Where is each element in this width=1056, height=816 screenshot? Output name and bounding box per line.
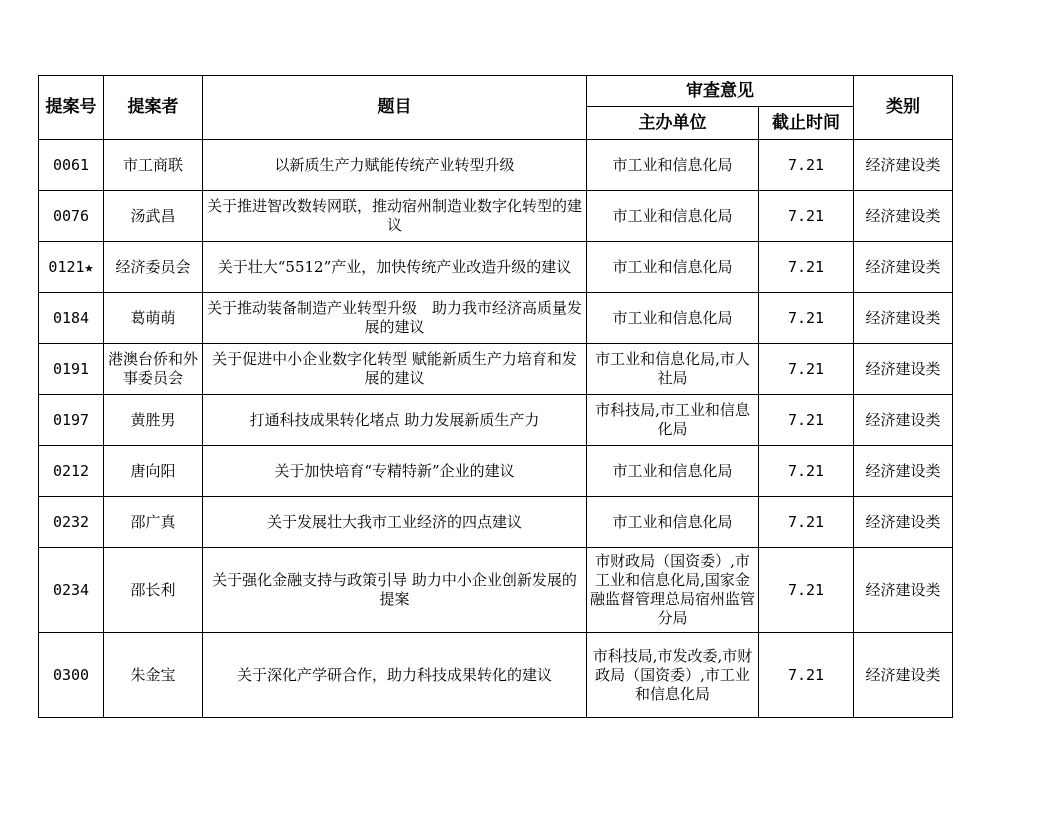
row-unit: 市工业和信息化局 xyxy=(587,293,759,344)
row-proposer: 经济委员会 xyxy=(104,242,203,293)
row-deadline: 7.21 xyxy=(759,242,854,293)
row-proposer: 邵广真 xyxy=(104,497,203,548)
row-unit: 市工业和信息化局 xyxy=(587,140,759,191)
table-row xyxy=(39,191,953,242)
row-id: 0232 xyxy=(39,497,104,548)
row-deadline: 7.21 xyxy=(759,395,854,446)
row-unit: 市财政局（国资委）,市工业和信息化局,国家金融监督管理总局宿州监管分局 xyxy=(587,548,759,633)
row-id: 0234 xyxy=(39,548,104,633)
row-deadline: 7.21 xyxy=(759,191,854,242)
table-row xyxy=(39,548,953,633)
row-deadline: 7.21 xyxy=(759,293,854,344)
row-proposer: 朱金宝 xyxy=(104,633,203,718)
row-unit: 市工业和信息化局,市人社局 xyxy=(587,344,759,395)
row-category: 经济建设类 xyxy=(854,140,953,191)
table-row xyxy=(39,633,953,718)
row-id: 0076 xyxy=(39,191,104,242)
table-row xyxy=(39,395,953,446)
row-deadline: 7.21 xyxy=(759,548,854,633)
row-deadline: 7.21 xyxy=(759,140,854,191)
table-row xyxy=(39,140,953,191)
row-title: 关于加快培育“专精特新”企业的建议 xyxy=(203,446,587,497)
row-id: 0184 xyxy=(39,293,104,344)
row-title: 关于推进智改数转网联，推动宿州制造业数字化转型的建议 xyxy=(203,191,587,242)
row-unit: 市工业和信息化局 xyxy=(587,242,759,293)
table-row xyxy=(39,293,953,344)
row-id: 0212 xyxy=(39,446,104,497)
row-id: 0191 xyxy=(39,344,104,395)
row-id: 0121★ xyxy=(39,242,104,293)
row-proposer: 港澳台侨和外事委员会 xyxy=(104,344,203,395)
row-category: 经济建设类 xyxy=(854,395,953,446)
row-proposer: 汤武昌 xyxy=(104,191,203,242)
row-title: 关于促进中小企业数字化转型 赋能新质生产力培育和发展的建议 xyxy=(203,344,587,395)
row-proposer: 黄胜男 xyxy=(104,395,203,446)
row-category: 经济建设类 xyxy=(854,633,953,718)
row-proposer: 葛萌萌 xyxy=(104,293,203,344)
row-category: 经济建设类 xyxy=(854,548,953,633)
row-proposer: 唐向阳 xyxy=(104,446,203,497)
row-title: 以新质生产力赋能传统产业转型升级 xyxy=(203,140,587,191)
row-category: 经济建设类 xyxy=(854,242,953,293)
row-id: 0061 xyxy=(39,140,104,191)
row-category: 经济建设类 xyxy=(854,497,953,548)
row-unit: 市工业和信息化局 xyxy=(587,191,759,242)
table-row xyxy=(39,344,953,395)
row-category: 经济建设类 xyxy=(854,344,953,395)
header-unit: 主办单位 xyxy=(587,107,759,140)
header-proposer: 提案者 xyxy=(104,76,203,140)
proposal-table xyxy=(38,75,953,718)
header-row-top xyxy=(39,76,953,107)
row-unit: 市工业和信息化局 xyxy=(587,446,759,497)
header-review: 审查意见 xyxy=(587,76,854,107)
row-category: 经济建设类 xyxy=(854,293,953,344)
row-title: 关于壮大“5512”产业，加快传统产业改造升级的建议 xyxy=(203,242,587,293)
row-unit: 市科技局,市发改委,市财政局（国资委）,市工业和信息化局 xyxy=(587,633,759,718)
row-deadline: 7.21 xyxy=(759,497,854,548)
row-title: 关于深化产学研合作，助力科技成果转化的建议 xyxy=(203,633,587,718)
header-id: 提案号 xyxy=(39,76,104,140)
row-title: 关于推动装备制造产业转型升级 助力我市经济高质量发展的建议 xyxy=(203,293,587,344)
table-row xyxy=(39,497,953,548)
row-category: 经济建设类 xyxy=(854,191,953,242)
row-proposer: 邵长利 xyxy=(104,548,203,633)
row-deadline: 7.21 xyxy=(759,344,854,395)
row-title: 关于强化金融支持与政策引导 助力中小企业创新发展的提案 xyxy=(203,548,587,633)
row-deadline: 7.21 xyxy=(759,446,854,497)
row-id: 0197 xyxy=(39,395,104,446)
table-row xyxy=(39,242,953,293)
row-title: 打通科技成果转化堵点 助力发展新质生产力 xyxy=(203,395,587,446)
table-row xyxy=(39,446,953,497)
header-category: 类别 xyxy=(854,76,953,140)
row-deadline: 7.21 xyxy=(759,633,854,718)
header-title: 题目 xyxy=(203,76,587,140)
row-unit: 市科技局,市工业和信息化局 xyxy=(587,395,759,446)
row-proposer: 市工商联 xyxy=(104,140,203,191)
row-title: 关于发展壮大我市工业经济的四点建议 xyxy=(203,497,587,548)
row-category: 经济建设类 xyxy=(854,446,953,497)
header-deadline: 截止时间 xyxy=(759,107,854,140)
row-unit: 市工业和信息化局 xyxy=(587,497,759,548)
row-id: 0300 xyxy=(39,633,104,718)
